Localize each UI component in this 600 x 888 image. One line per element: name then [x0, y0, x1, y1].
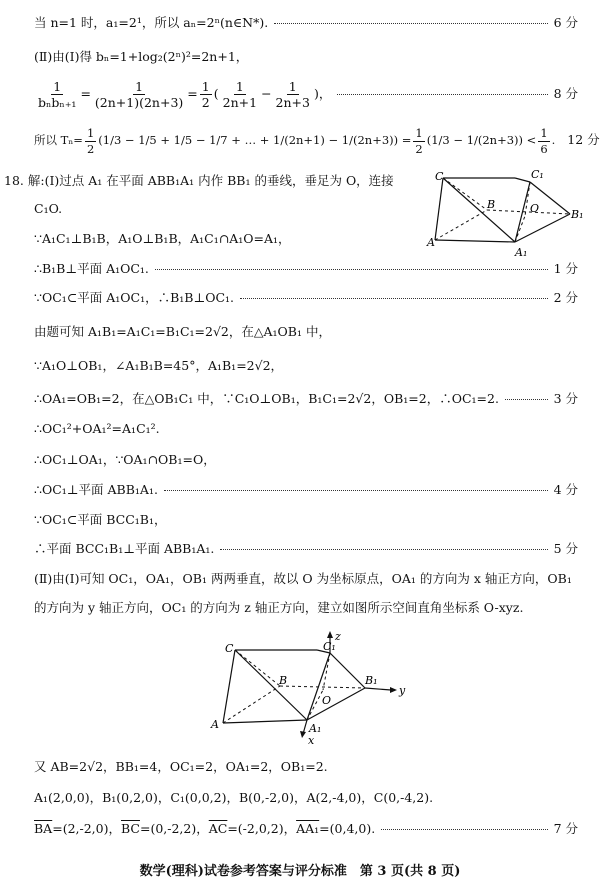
- line-5: 18. 解:(Ⅰ)过点 A₁ 在平面 ABB₁A₁ 内作 BB₁ 的垂线，垂足为 O，连接: [4, 173, 394, 188]
- line-12: ∴OA₁=OB₁=2，在△OB₁C₁ 中，∵C₁O⊥OB₁，B₁C₁=2√2，OB₁=2，∴OC₁=2. 3 分: [34, 391, 578, 406]
- line-21: A₁(2,0,0)，B₁(0,2,0)，C₁(0,0,2)，B(0,-2,0)，A(2,-4,0)，C(0,-4,2).: [34, 790, 434, 805]
- vector-AA1: AA₁: [296, 821, 320, 836]
- line-10: 由题可知 A₁B₁=A₁C₁=B₁C₁=2√2，在△A₁OB₁ 中，: [34, 324, 331, 339]
- line-19: 的方向为 y 轴正方向，OC₁ 的方向为 z 轴正方向，建立如图所示空间直角坐标系 O-xyz.: [34, 600, 524, 615]
- score-12: 12 分: [567, 132, 600, 147]
- line-4-formula: 所以 Tₙ= $\frac{1}{2}$ (1/3 − 1/5 + 1/5 − 1/7 + … + 1/(2n+1) − 1/(2n+3)) = $\frac{1}{2}$ (1/3 − 1/(2n+3)) < $\frac{1}{6}$ . 12 分: [34, 122, 578, 158]
- line-1: [34, 14, 578, 32]
- line-15: ∴OC₁⊥平面 ABB₁A₁. 4 分: [34, 482, 578, 497]
- line-11: ∵A₁O⊥OB₁，∠A₁B₁B=45°，A₁B₁=2√2，: [34, 358, 284, 373]
- fig2-label-A1: A₁: [309, 722, 322, 735]
- score-8: 8 分: [553, 86, 578, 101]
- fig2-label-C1: C₁: [323, 640, 336, 653]
- vector-BC: $\overline{BC}$: [120, 821, 140, 836]
- frac-a: $\frac{1}{2n+1}$: [222, 79, 258, 110]
- score-3: 3 分: [553, 391, 578, 406]
- page-footer: 数学(理科)试卷参考答案与评分标准 第 3 页(共 8 页): [139, 864, 461, 879]
- dot-leader: [274, 23, 547, 24]
- line-17: ∴平面 BCC₁B₁⊥平面 ABB₁A₁. 5 分: [34, 541, 578, 556]
- line-8: ∴B₁B⊥平面 A₁OC₁. 1 分: [34, 261, 578, 276]
- prism-figure-2: [205, 628, 420, 748]
- fig1-label-C1: C₁: [531, 168, 544, 181]
- fig2-label-C: C: [225, 642, 234, 655]
- frac-half: $\frac{1}{2}$: [201, 79, 210, 110]
- fig2-label-O: O: [322, 694, 332, 707]
- vector-AC: $\overline{AC}$: [208, 821, 228, 836]
- fig2-label-x: x: [308, 734, 315, 747]
- line-18: (Ⅱ)由(Ⅰ)可知 OC₁，OA₁，OB₁ 两两垂直，故以 O 为坐标原点，OA₁ 的方向为 x 轴正方向，OB₁: [34, 571, 572, 586]
- line-16: ∵OC₁⊂平面 BCC₁B₁，: [34, 512, 167, 527]
- fig2-label-z: z: [335, 630, 341, 643]
- fig1-label-A: A: [427, 236, 435, 249]
- line-2: (Ⅱ)由(Ⅰ)得 bₙ=1+log₂(2ⁿ)²=2n+1，: [34, 49, 249, 64]
- dot-leader: [337, 94, 547, 95]
- prism-figure-1: [425, 168, 590, 263]
- frac-2: $\frac{1}{(2n+1)(2n+3)}$: [94, 79, 184, 110]
- line-13: ∴OC₁²+OA₁²=A₁C₁².: [34, 421, 160, 436]
- score-1: 1 分: [553, 261, 578, 276]
- line-9: ∵OC₁⊂平面 A₁OC₁，∴B₁B⊥OC₁. 2 分: [34, 290, 578, 305]
- vector-BA: $\overline{BA}$: [34, 821, 53, 836]
- fig2-label-B: B: [279, 674, 288, 687]
- line-3-formula: $\frac{1}{\text{bₙbₙ₊₁}}$ = $\frac{1}{(2n+1)(2n+3)}$ = $\frac{1}{2}$ ( $\frac{1}{2n+1}$ − $\frac{1}{2n+3}$ )， 8 分: [34, 76, 578, 112]
- line-6: C₁O.: [34, 201, 63, 216]
- fig2-label-y: y: [399, 684, 406, 697]
- fig1-label-B1: B₁: [571, 208, 584, 221]
- text-l1: 当 n=1 时，a₁=2¹，所以 aₙ=2ⁿ(n∈N*).: [34, 15, 269, 30]
- score-2: 2 分: [553, 290, 578, 305]
- fig2-label-A: A: [211, 718, 219, 731]
- fig1-label-B: B: [487, 198, 496, 211]
- line-22: $\overline{BA}=(2,-2,0)$，$\overline{BC}=(0,-2,2)$，$\overline{AC}=(-2,0,2)$，AA₁=(0,4,0). 7 分: [34, 821, 578, 836]
- fig1-label-O: O: [530, 202, 540, 215]
- frac-sixth: $\frac{1}{6}$: [540, 125, 548, 156]
- line-14: ∴OC₁⊥OA₁，∵OA₁∩OB₁=O，: [34, 452, 216, 467]
- line-20: 又 AB=2√2，BB₁=4，OC₁=2，OA₁=2，OB₁=2.: [34, 759, 328, 774]
- frac-half-2: $\frac{1}{2}$: [86, 125, 95, 156]
- frac-half-3: $\frac{1}{2}$: [415, 125, 423, 156]
- score-5: 5 分: [553, 541, 578, 556]
- score-7: 7 分: [553, 821, 578, 836]
- frac-1: $\frac{1}{\text{bₙbₙ₊₁}}$: [38, 79, 77, 110]
- fig1-label-A1: A₁: [515, 246, 528, 259]
- score-6: 6 分: [553, 15, 578, 30]
- fig1-label-C: C: [435, 170, 444, 183]
- line-7: ∵A₁C₁⊥B₁B，A₁O⊥B₁B，A₁C₁∩A₁O=A₁，: [34, 231, 291, 246]
- score-4: 4 分: [553, 482, 578, 497]
- fig2-label-B1: B₁: [365, 674, 378, 687]
- frac-b: $\frac{1}{2n+3}$: [275, 79, 310, 110]
